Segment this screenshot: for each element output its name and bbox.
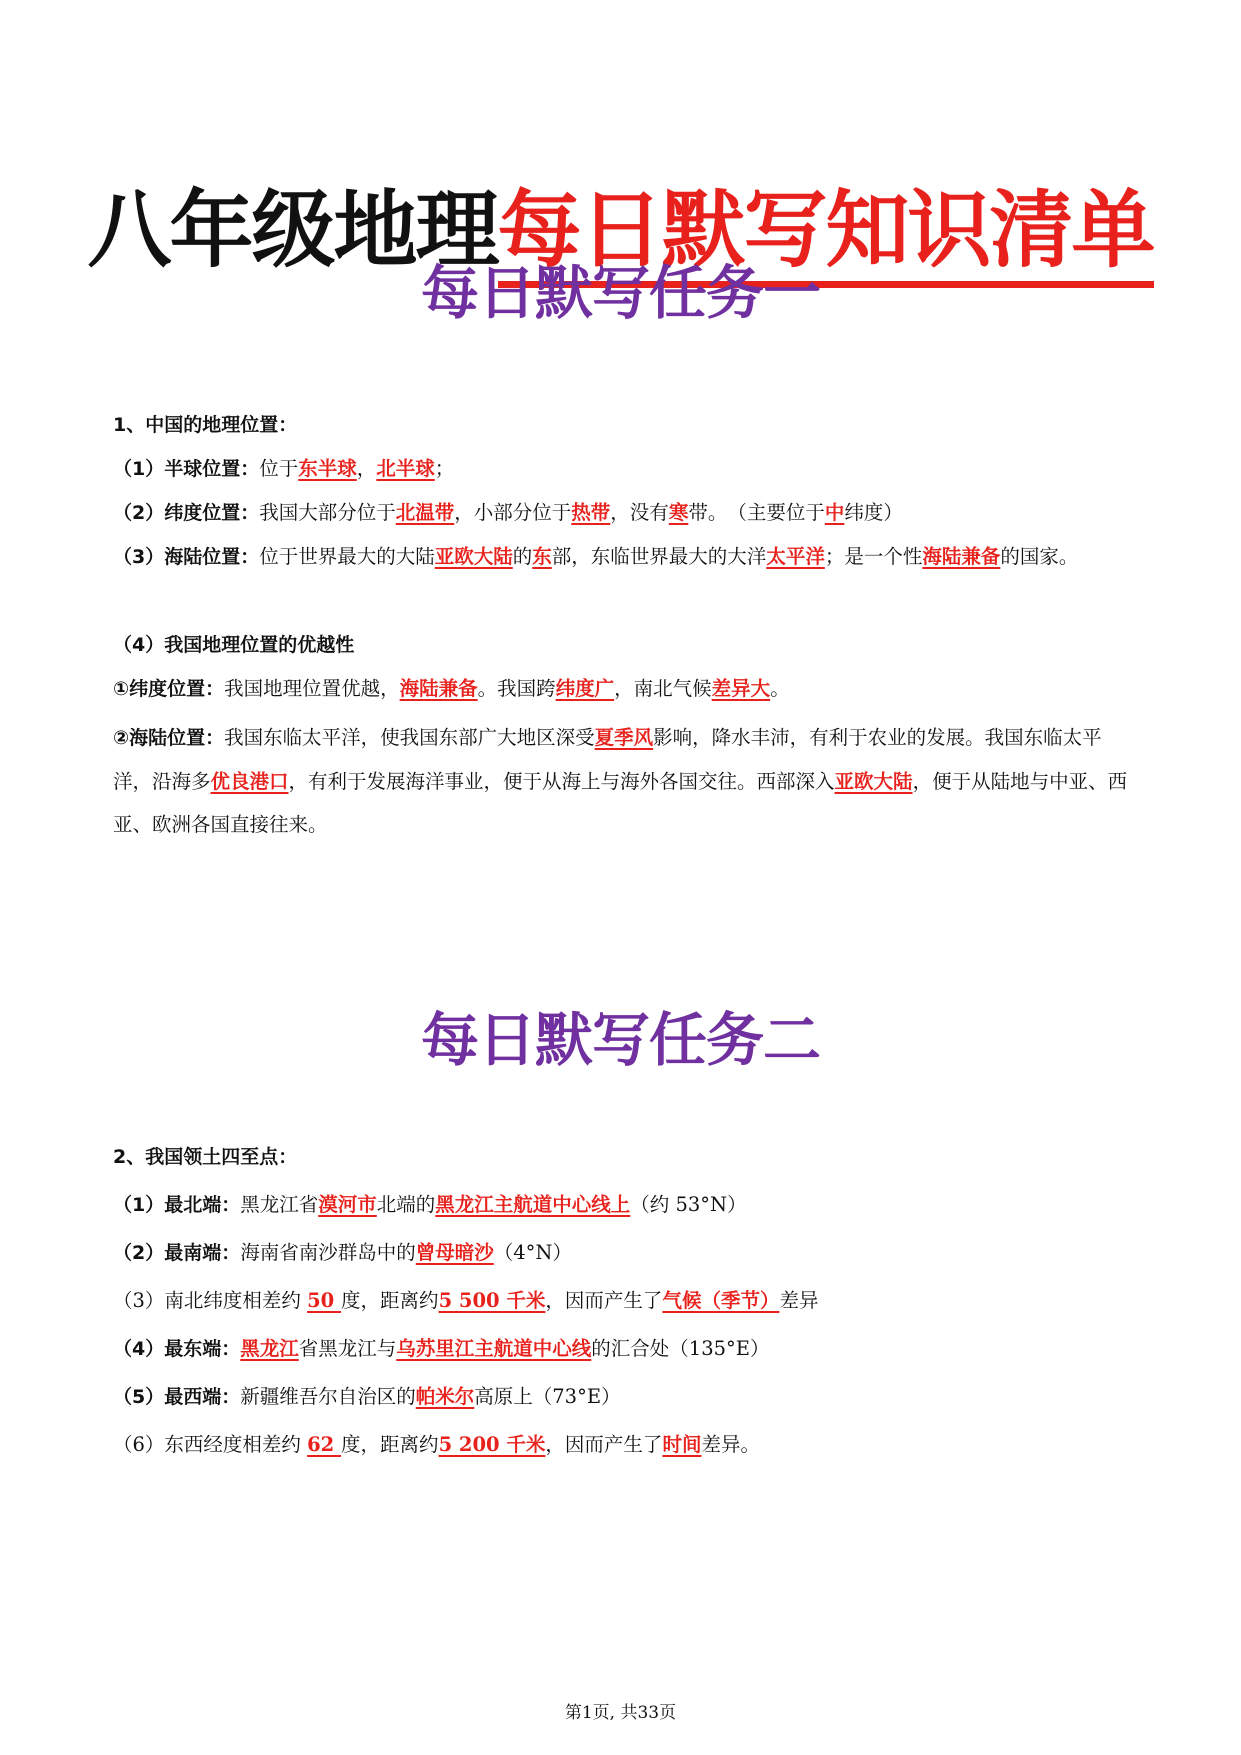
text: 的 [512,545,533,568]
text: 部，东临世界最大的大洋 [551,545,767,568]
title-red: 每日默写知识清单 [498,181,1154,288]
text: 我国东临太平洋，使我国东部广大地区深受 [224,726,595,749]
item-label: ②海陆位置： [113,727,225,749]
answer: 热带 [571,501,611,524]
item-label: （1）最北端： [113,1194,241,1216]
answer: 黑龙江 [240,1337,299,1360]
task2-section-heading: 2、我国领土四至点： [113,1146,298,1168]
text: ，南北气候 [614,677,712,700]
text: ，小部分位于 [454,501,572,524]
text: ；是一个性 [824,545,923,568]
answer: 亚欧大陆 [834,770,913,793]
answer: 北半球 [376,457,435,480]
text: 。我国跨 [477,677,556,700]
text: 新疆维吾尔自治区的 [240,1385,416,1408]
answer: 东半球 [298,457,357,480]
answer: 优良港口 [210,770,289,793]
answer: 曾母暗沙 [415,1241,494,1264]
text: 海南省南沙群岛中的 [240,1241,416,1264]
text: 纬度） [844,501,903,524]
answer: 黑龙江主航道中心线上 [435,1193,631,1216]
text: ，因而产生了 [545,1289,663,1312]
text: ，有利于发展海洋事业，便于从海上与海外各国交往。西部深入 [288,770,835,793]
answer: 太平洋 [766,545,825,568]
task2-item-2 [113,1236,1133,1270]
text: ，因而产生了 [545,1433,663,1456]
text: 我国地理位置优越， [224,677,400,700]
answer: 时间 [662,1433,702,1456]
answer: 50 [307,1289,342,1312]
text: （约 53°N） [630,1193,747,1216]
text: 带。 （主要位于 [688,501,825,524]
text: （3）南北纬度相差约 [113,1289,308,1312]
answer: 中 [824,501,845,524]
task1-item-2 [113,496,1133,530]
text: ； [434,457,455,480]
task1-item-1 [113,452,1133,486]
task1-heading: 每日默写任务一 [420,259,820,327]
item-label: （2）纬度位置： [113,502,260,524]
text: 北端的 [376,1193,436,1216]
answer: 北温带 [395,501,455,524]
text: ，便于从陆地与中亚、西亚、欧洲各国直接往来。 [113,770,1128,836]
item-label: （5）最西端： [113,1386,241,1408]
text: 差异。 [701,1433,760,1456]
answer: 乌苏里江主航道中心线 [396,1337,592,1360]
text: 高原上（73°E） [474,1385,621,1408]
task2-item-4 [113,1332,1133,1366]
item-label: （1）半球位置： [113,458,260,480]
answer: 气候（季节） [662,1289,780,1312]
text: （4°N） [493,1241,572,1264]
item-label: （3）海陆位置： [113,546,260,568]
text: 我国大部分位于 [259,501,396,524]
task2-item-6 [113,1428,1133,1462]
task2-heading: 每日默写任务二 [420,1006,820,1074]
text: 位于 [259,457,299,480]
task2-item-5 [113,1380,1133,1414]
text: 度，距离约 [341,1433,439,1456]
answer: 海陆兼备 [922,545,1001,568]
answer: 帕米尔 [415,1385,475,1408]
answer: 5 500 千米 [438,1289,546,1312]
text: 位于世界最大的大陆 [259,545,435,568]
task2-item-1 [113,1188,1133,1222]
text: 的国家。 [1000,545,1079,568]
page-footer: 第1页, 共33页 [564,1703,677,1723]
text: ， [356,457,377,480]
task2-item-3 [113,1284,1133,1318]
answer: 亚欧大陆 [434,545,513,568]
answer: 海陆兼备 [399,677,478,700]
answer: 漠河市 [318,1193,377,1216]
answer: 62 [307,1433,342,1456]
text: 差异 [779,1289,819,1312]
answer: 寒 [668,501,689,524]
text: 度，距离约 [341,1289,439,1312]
task1-item-6 [113,716,1133,846]
item-label: （4）最东端： [113,1338,241,1360]
text: 省黑龙江与 [298,1337,397,1360]
answer: 纬度广 [555,677,615,700]
item-label: ①纬度位置： [113,678,225,700]
text: ，没有 [610,501,669,524]
answer: 夏季风 [594,726,654,749]
task1-section-heading: 1、中国的地理位置： [113,414,298,436]
item-label: （2）最南端： [113,1242,241,1264]
text: （6）东西经度相差约 [113,1433,308,1456]
text: 影响，降水丰沛，有利于农业的发展。我国东临太平洋，沿海多 [113,726,1102,793]
task1-item-3 [113,540,1133,574]
answer: 东 [532,545,552,568]
text: 黑龙江省 [240,1193,319,1216]
text: 的汇合处（135°E） [591,1337,770,1360]
title-black: 八年级地理 [87,181,498,279]
task1-item-4: （4）我国地理位置的优越性 [113,634,355,656]
text: 。 [770,677,790,700]
task1-item-5 [113,672,1133,706]
answer: 5 200 千米 [438,1433,546,1456]
answer: 差异大 [711,677,771,700]
